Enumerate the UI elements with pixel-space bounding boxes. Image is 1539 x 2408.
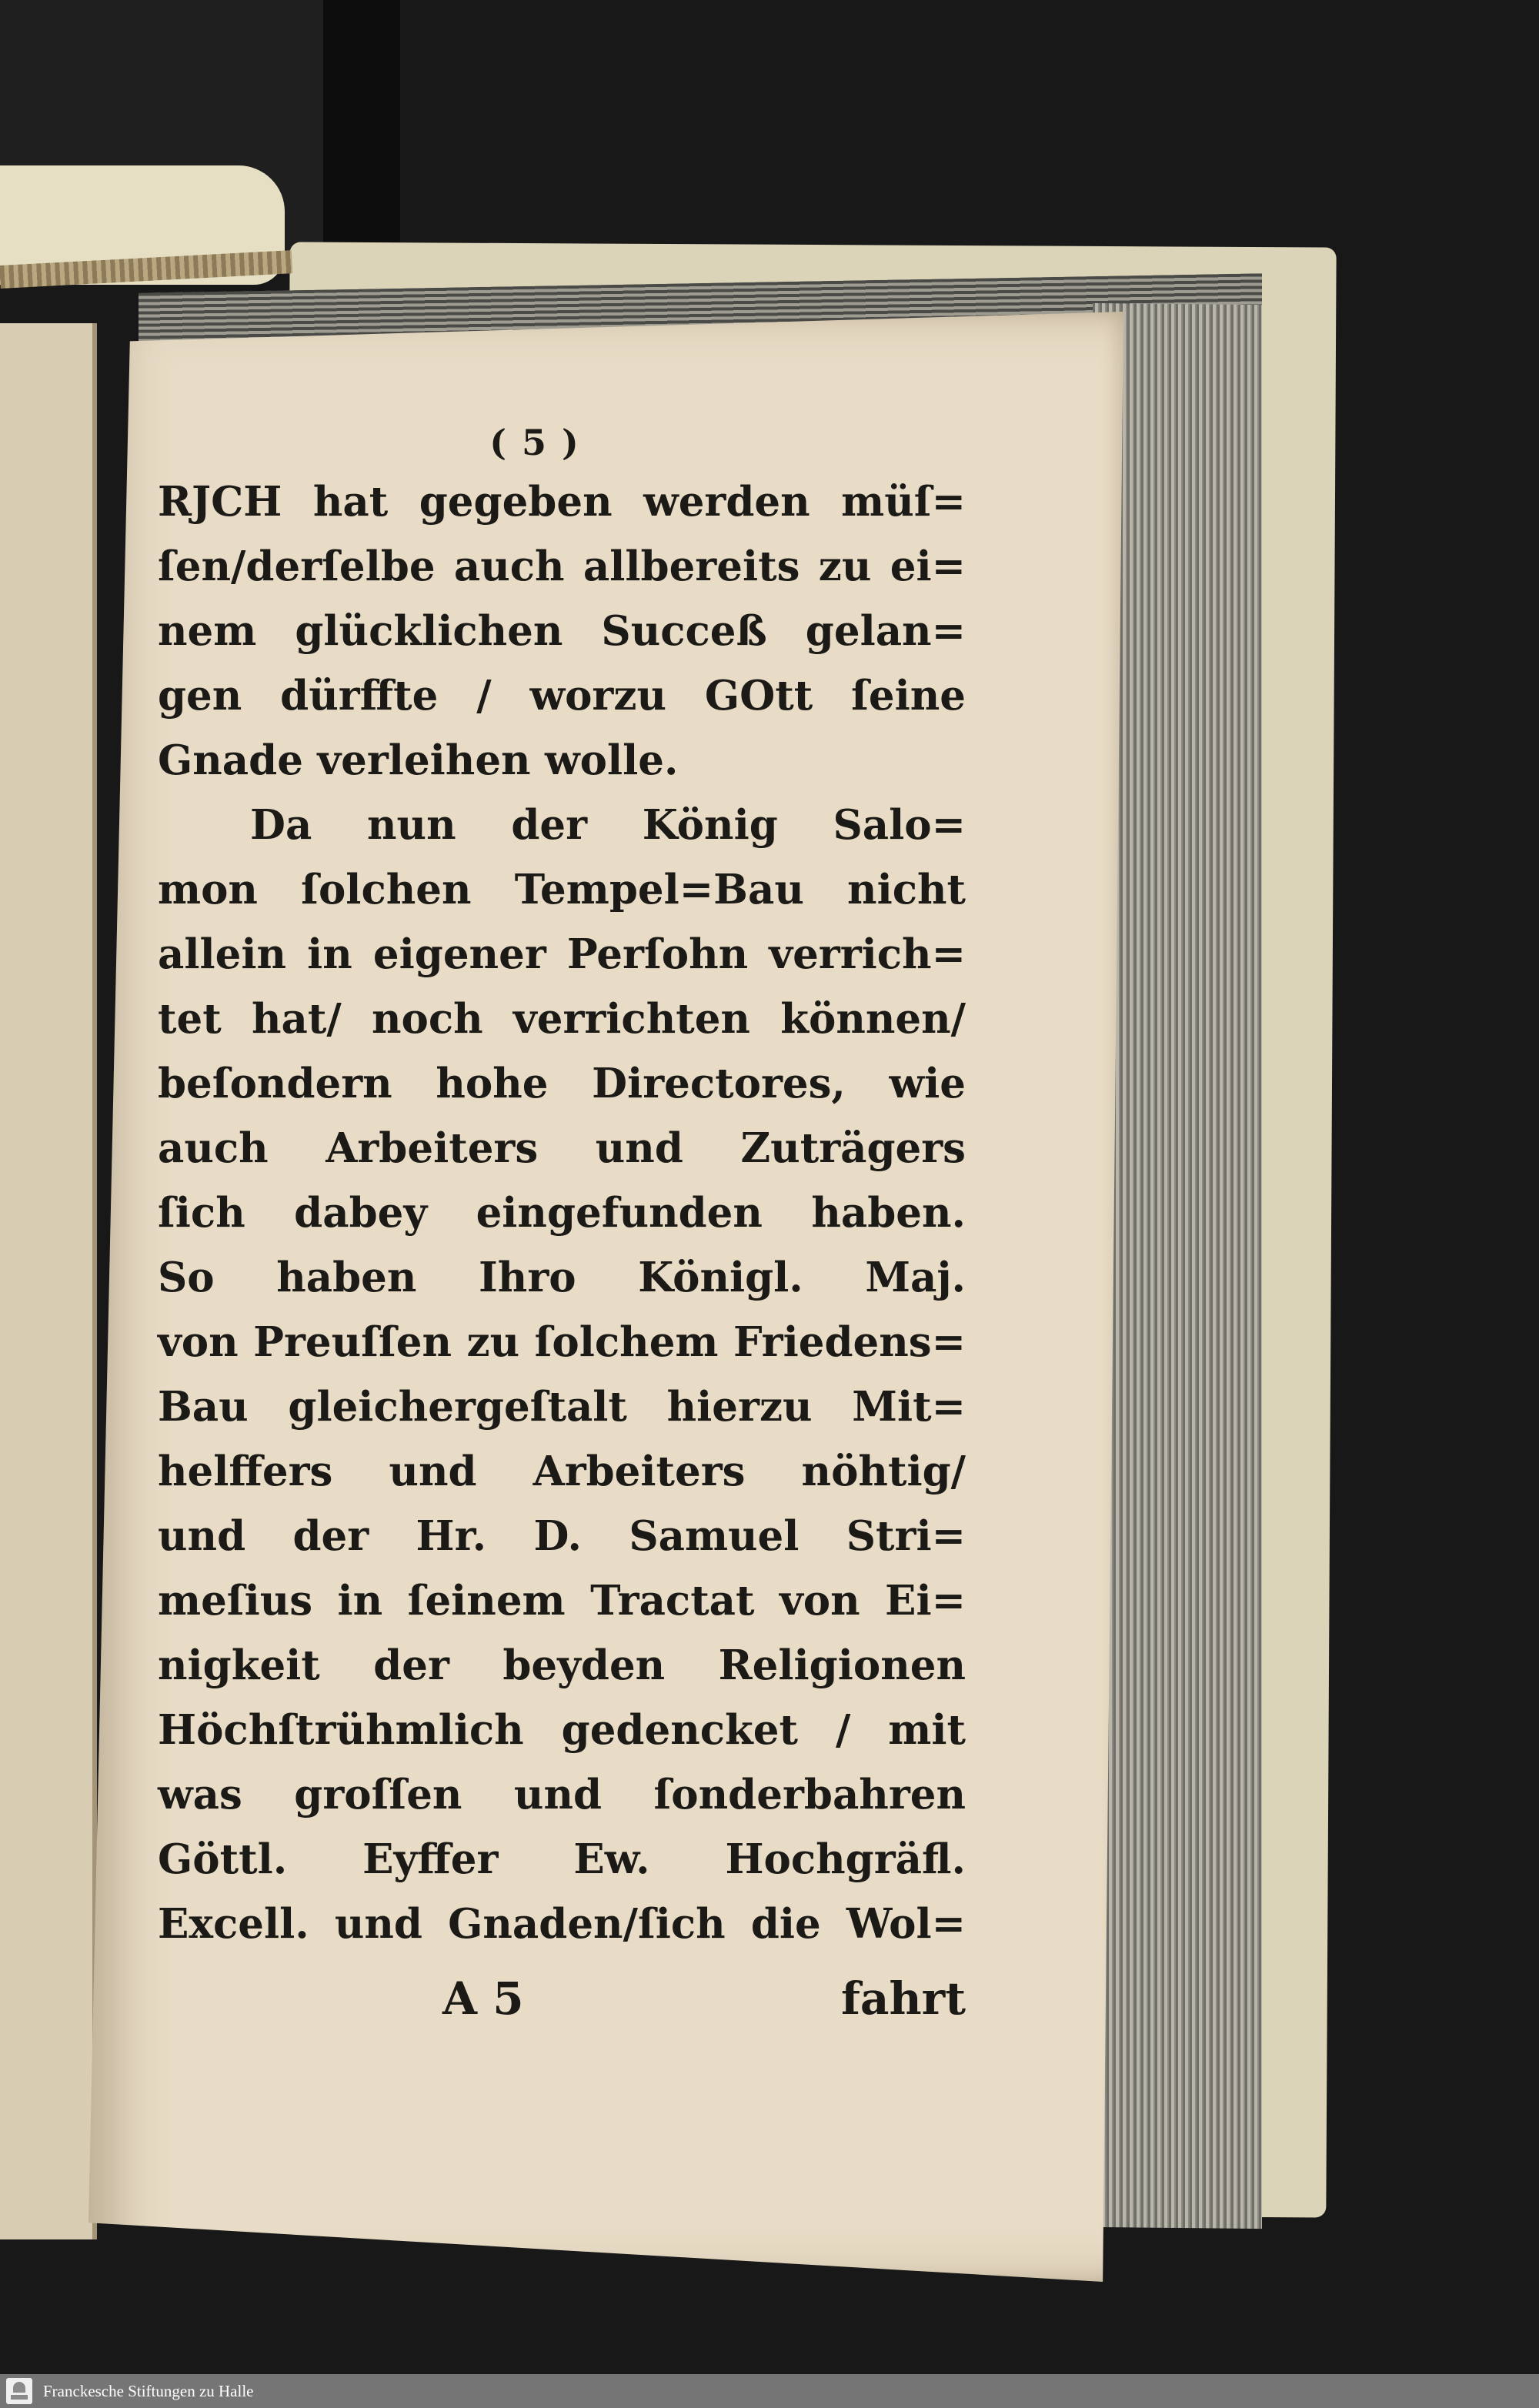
institution-logo-icon [6,2378,32,2404]
text-line: Göttl. Eyffer Ew. Hochgräfl. [158,1835,966,1883]
text-line: Excell. und Gnaden/ſich die Wol= [158,1900,966,1948]
text-line: ſich dabey eingefunden haben. [158,1189,966,1237]
text-line: helffers und Arbeiters nöhtig/ [158,1448,966,1495]
page-text [158,416,966,2032]
catchword: fahrt [840,1972,966,2025]
text-line: Bau gleichergeſtalt hierzu Mit= [158,1383,966,1431]
text-line: von Preuſſen zu ſolchem Friedens= [158,1318,966,1366]
footer-banner [0,2374,1539,2408]
text-line: meſius in ſeinem Tractat von Ei= [158,1577,966,1625]
text-line: beſondern hohe Directores, wie [158,1060,966,1107]
text-line: nem glücklichen Succeß gelan= [158,607,966,655]
text-line: Höchſtrühmlich gedencket / mit [158,1706,966,1754]
text-line: ſen/derſelbe auch allbereits zu ei= [158,543,966,590]
banner-text: Franckesche Stiftungen zu Halle [43,2381,254,2400]
text-line: RJCH hat gegeben werden müſ= [158,478,966,526]
left-page-edge [0,323,97,2239]
text-line: allein in eigener Perſohn verrich= [158,930,966,978]
text-line: So haben Ihro Königl. Maj. [158,1254,966,1301]
text-line: Da nun der König Salo= [250,801,966,849]
text-line: auch Arbeiters und Zuträgers [158,1124,966,1172]
page-footer [158,1964,966,2033]
signature-mark: A 5 [442,1972,524,2025]
text-line: nigkeit der beyden Religionen [158,1642,966,1689]
text-line: gen dürffte / worzu GOtt ſeine [158,672,966,720]
text-line: Gnade verleihen wolle. [158,736,679,784]
text-line: und der Hr. D. Samuel Stri= [158,1512,966,1560]
text-line: mon ſolchen Tempel=Bau nicht [158,866,966,913]
page-header: ( 5 ) [489,422,580,463]
text-line: tet hat/ noch verrichten können/ [158,995,966,1043]
text-line: was groſſen und ſonderbahren [158,1771,966,1819]
background-stripe [323,0,400,246]
